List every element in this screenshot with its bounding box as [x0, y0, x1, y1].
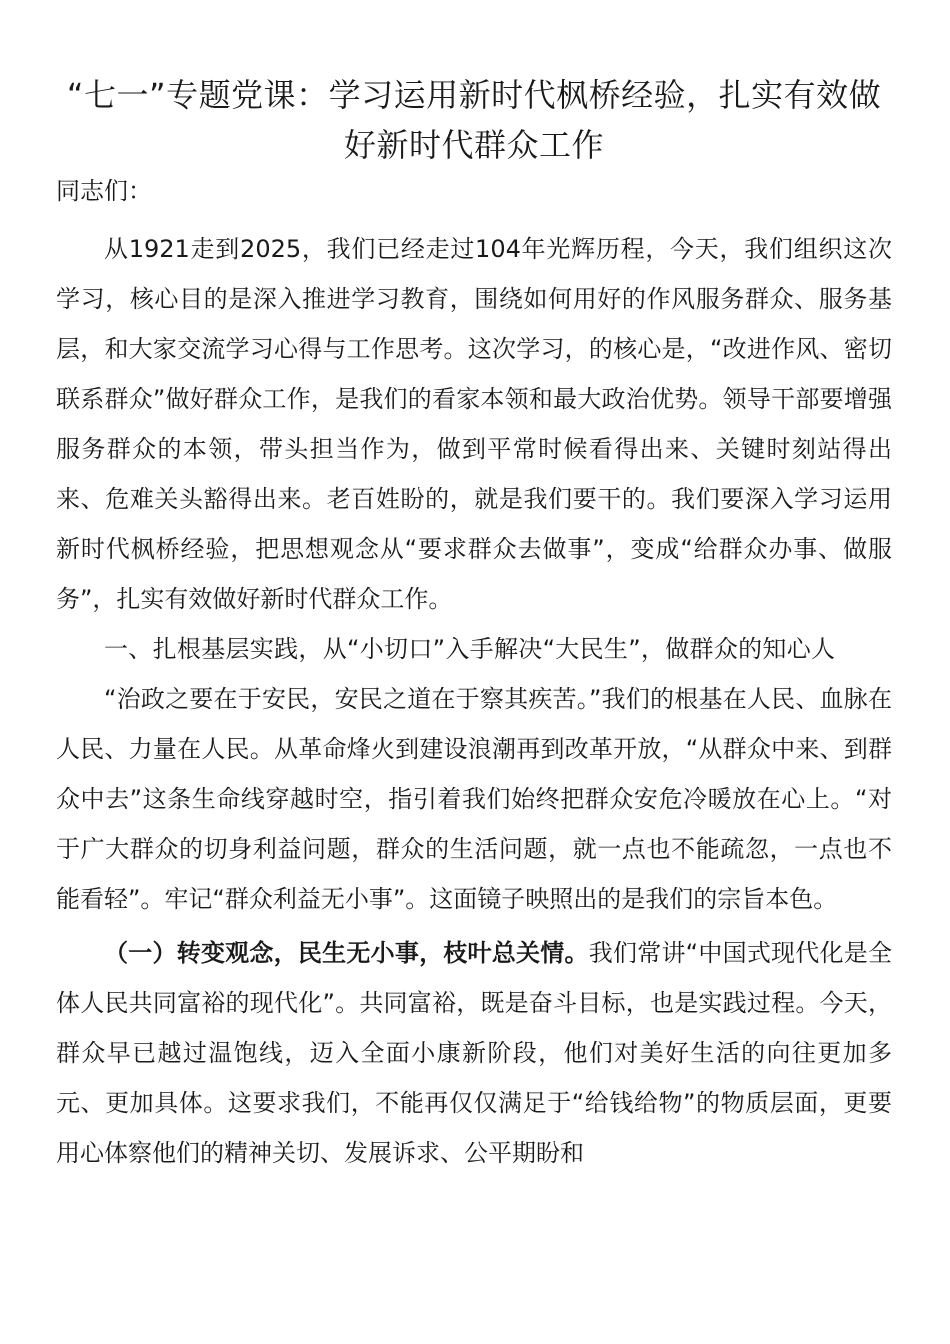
subsection-1-heading: （一）转变观念，民生无小事，枝叶总关情。: [104, 939, 589, 967]
subsection-1-paragraph: [56, 928, 892, 1178]
subsection-1-text: 我们常讲“中国式现代化是全体人民共同富裕的现代化”。共同富裕，既是奋斗目标，也是实践过程。今天，群众早已越过温饱线，迈入全面小康新阶段，他们对美好生活的向往更加多元、更加具体。这要求我们，不能再仅仅满足于“给钱给物”的物质层面，更要用心体察他们的精神关切、发展诉求、公平期盼和: [56, 939, 893, 1167]
document-title: “七一”专题党课：学习运用新时代枫桥经验，扎实有效做好新时代群众工作: [66, 76, 882, 164]
intro-paragraph: 从1921走到2025，我们已经走过104年光辉历程，今天，我们组织这次学习，核心目的是深入推进学习教育，围绕如何用好的作风服务群众、服务基层，和大家交流学习心得与工作思考。这次学习，的核心是，“改进作风、密切联系群众”做好群众工作，是我们的看家本领和最大政治优势。领导干部要增强服务群众的本领，带头担当作为，做到平常时候看得出来、关键时刻站得出来、危难关头豁得出来。老百姓盼的，就是我们要干的。我们要深入学习运用新时代枫桥经验，把思想观念从“要求群众去做事”，变成“给群众办事、做服务”，扎实有效做好新时代群众工作。: [56, 235, 892, 613]
section-1-heading: 一、扎根基层实践，从“小切口”入手解决“大民生”，做群众的知心人: [104, 635, 836, 663]
salutation: 同志们：: [56, 177, 152, 205]
section-1-paragraph: “治政之要在于安民，安民之道在于察其疾苦。”我们的根基在人民、血脉在人民、力量在人民。从革命烽火到建设浪潮再到改革开放，“从群众中来、到群众中去”这条生命线穿越时空，指引着我们始终把群众安危冷暖放在心上。“对于广大群众的切身利益问题，群众的生活问题，就一点也不能疏忽，一点也不能看轻”。牢记“群众利益无小事”。这面镜子映照出的是我们的宗旨本色。: [56, 685, 892, 913]
document-page: [56, 70, 892, 1178]
